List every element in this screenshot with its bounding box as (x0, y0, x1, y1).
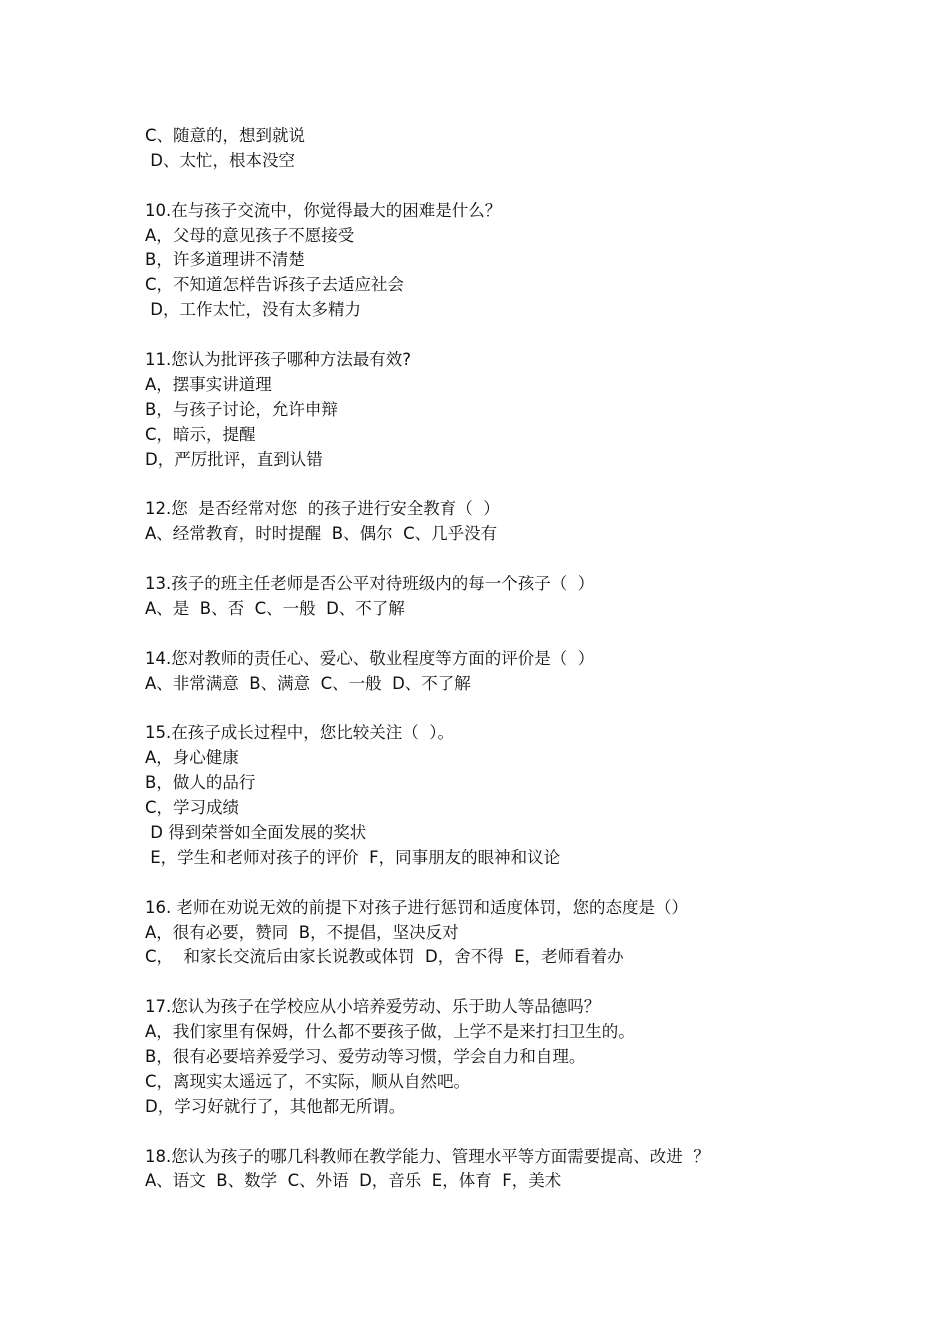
option-line: A，父母的意见孩子不愿接受 (145, 225, 355, 245)
question-18: 18.您认为孩子的哪几科教师在教学能力、管理水平等方面需要提高、改进 ？ (145, 1146, 710, 1166)
blank-line (145, 871, 865, 896)
option-line: D，严厉批评，直到认错 (145, 449, 323, 469)
option-line: C，暗示，提醒 (145, 424, 256, 444)
option-line: E，学生和老师对孩子的评价 F，同事朋友的眼神和议论 (145, 847, 561, 867)
option-line: C、随意的，想到就说 (145, 126, 306, 145)
option-line: A、非常满意 B、满意 C、一般 D、不了解 (145, 673, 471, 693)
option-line: A，摆事实讲道理 (145, 374, 272, 394)
option-line: C， 和家长交流后由家长说教或体罚 D，舍不得 E，老师看着办 (145, 947, 624, 967)
blank-line (145, 696, 865, 721)
option-line: B，许多道理讲不清楚 (145, 250, 305, 270)
blank-line (145, 547, 865, 572)
question-17: 17.您认为孩子在学校应从小培养爱劳动、乐于助人等品德吗？ (145, 997, 601, 1017)
option-line: A，很有必要，赞同 B，不提倡，坚决反对 (145, 922, 459, 942)
blank-line (145, 1120, 865, 1145)
option-line: B，很有必要培养爱学习、爱劳动等习惯，学会自力和自理。 (145, 1046, 586, 1066)
option-line: A，身心健康 (145, 748, 239, 768)
question-16: 16. 老师在劝说无效的前提下对孩子进行惩罚和适度体罚，您的态度是（） (145, 897, 688, 917)
option-line: A，我们家里有保姆，什么都不要孩子做，上学不是来打扫卫生的。 (145, 1022, 635, 1042)
option-line: D 得到荣誉如全面发展的奖状 (145, 822, 367, 842)
option-line: B，做人的品行 (145, 773, 256, 793)
option-line: D，工作太忙，没有太多精力 (145, 300, 361, 320)
option-line: C，不知道怎样告诉孩子去适应社会 (145, 275, 405, 295)
question-14: 14.您对教师的责任心、爱心、敬业程度等方面的评价是（ ） (145, 648, 595, 668)
option-line: D、太忙，根本没空 (145, 150, 295, 170)
option-line: C，离现实太遥远了，不实际，顺从自然吧。 (145, 1071, 471, 1091)
blank-line (145, 622, 865, 647)
option-line: D，学习好就行了，其他都无所谓。 (145, 1096, 406, 1116)
question-15: 15.在孩子成长过程中，您比较关注（ ）。 (145, 723, 454, 743)
blank-line (145, 970, 865, 995)
option-line: C，学习成绩 (145, 798, 240, 818)
option-line: B，与孩子讨论，允许申辩 (145, 399, 338, 419)
question-11: 11.您认为批评孩子哪种方法最有效? (145, 350, 411, 370)
question-12: 12.您 是否经常对您 的孩子进行安全教育（ ） (145, 499, 500, 519)
question-10: 10.在与孩子交流中，你觉得最大的困难是什么？ (145, 200, 502, 220)
option-line: A、语文 B、数学 C、外语 D，音乐 E，体育 F，美术 (145, 1171, 562, 1191)
document-page (145, 124, 865, 1194)
option-line: A、是 B、否 C、一般 D、不了解 (145, 598, 405, 618)
question-13: 13.孩子的班主任老师是否公平对待班级内的每一个孩子（ ） (145, 574, 595, 594)
blank-line (145, 174, 865, 199)
blank-line (145, 472, 865, 497)
option-line: A、经常教育，时时提醒 B、偶尔 C、几乎没有 (145, 524, 498, 544)
blank-line (145, 323, 865, 348)
